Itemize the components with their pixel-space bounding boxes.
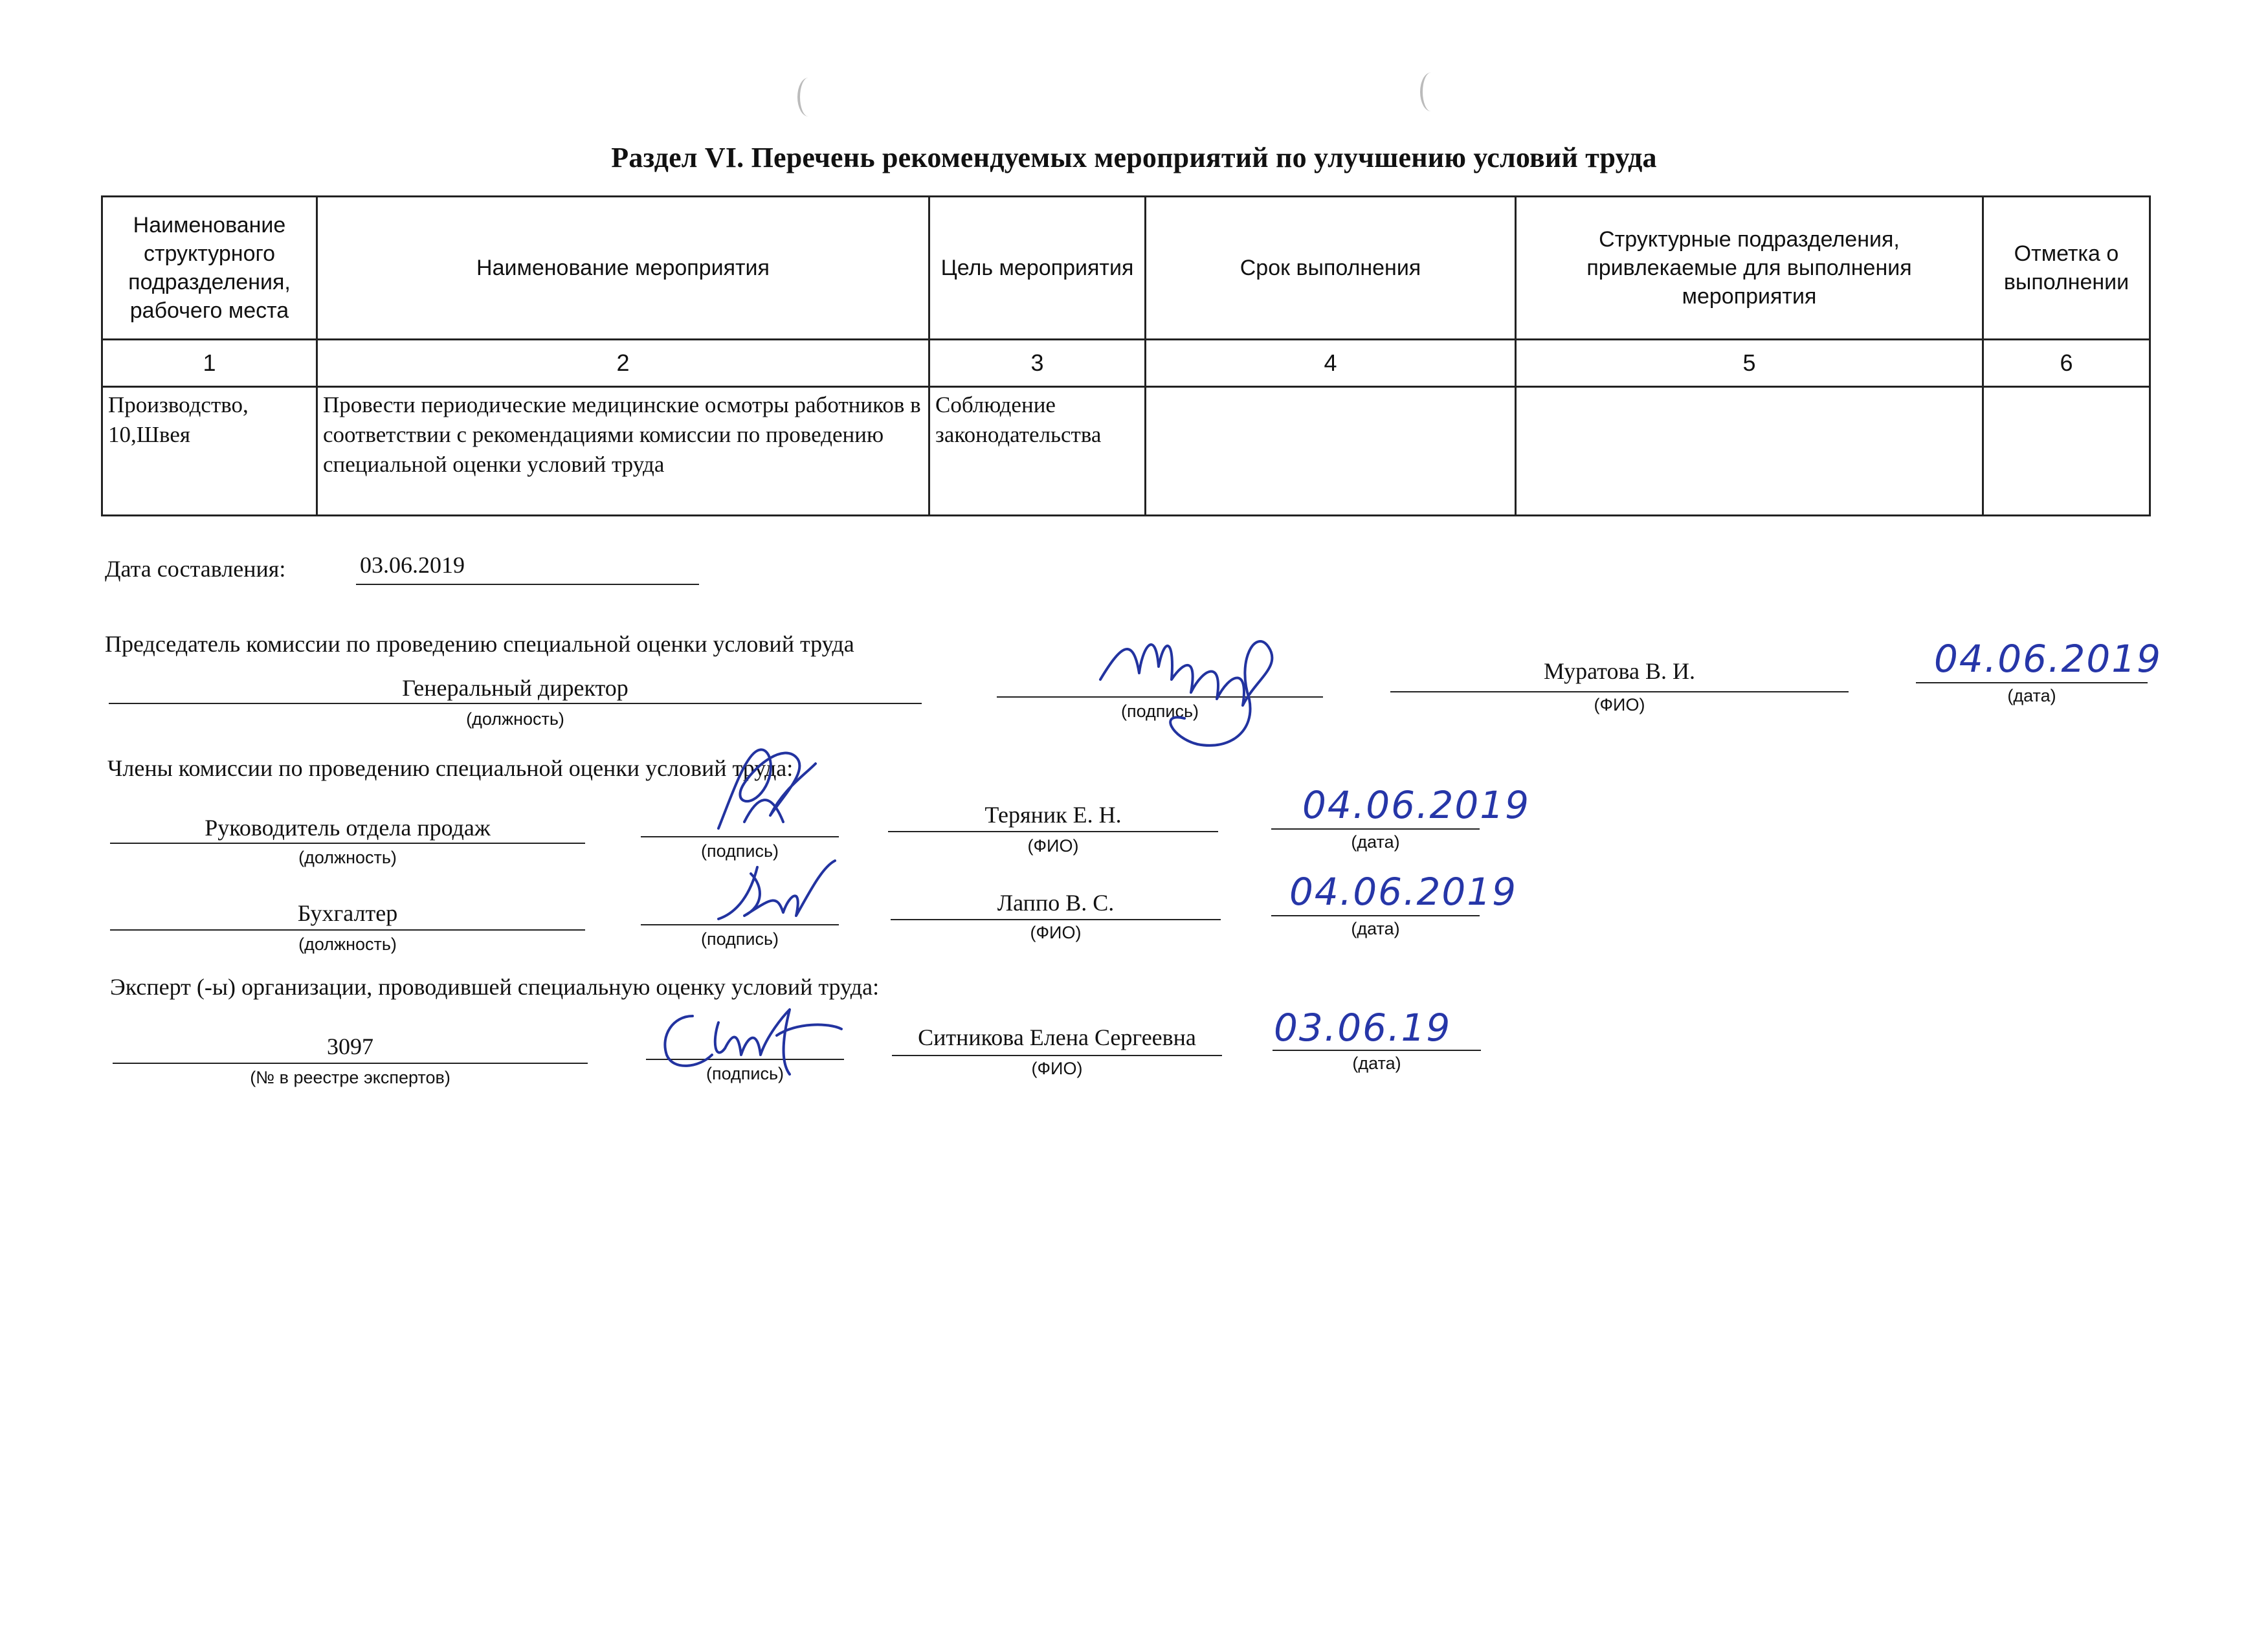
punch-hole-mark — [797, 78, 819, 116]
column-number: 4 — [1146, 340, 1516, 387]
expert-signature — [654, 997, 848, 1081]
header-deadline: Срок выполнения — [1146, 197, 1516, 340]
expert-date-caption: (дата) — [1352, 1054, 1401, 1073]
chairman-name: Муратова В. И. — [1544, 658, 1695, 684]
expert-registry-caption: (№ в реестре экспертов) — [250, 1068, 450, 1087]
member-position: Бухгалтер — [297, 900, 398, 926]
expert-date-line — [1273, 1050, 1481, 1051]
chairman-name-caption: (ФИО) — [1594, 695, 1645, 714]
member-date: 04.06.2019 — [1302, 783, 1531, 827]
measures-table — [101, 195, 2151, 516]
member-name-caption: (ФИО) — [1027, 836, 1079, 856]
column-number: 1 — [102, 340, 317, 387]
member-signature-caption: (подпись) — [700, 841, 779, 861]
column-number: 5 — [1516, 340, 1983, 387]
member-position-caption: (должность) — [298, 934, 397, 954]
column-number: 6 — [1983, 340, 2150, 387]
member-name: Лаппо В. С. — [997, 890, 1115, 916]
member-date-caption: (дата) — [1351, 919, 1400, 938]
header-mark: Отметка о выполнении — [1983, 197, 2150, 340]
chairman-position: Генеральный директор — [402, 675, 628, 701]
chairman-date-line — [1916, 682, 2148, 683]
members-heading: Члены комиссии по проведению специальной оценки условий труда: — [107, 755, 794, 781]
chairman-position-line — [109, 703, 922, 704]
cell-unit: Производство, 10,Швея — [102, 387, 317, 516]
member-date-caption: (дата) — [1351, 832, 1400, 852]
compiled-date-line — [356, 584, 699, 585]
member-signature-caption: (подпись) — [700, 929, 779, 949]
cell-goal: Соблюдение законодательства — [929, 387, 1146, 516]
member-signature — [712, 854, 841, 932]
punch-hole-mark — [1420, 72, 1442, 111]
compiled-date-value: 03.06.2019 — [360, 552, 465, 578]
chairman-position-caption: (должность) — [466, 709, 564, 729]
chairman-heading: Председатель комиссии по проведению специальной оценки условий труда — [105, 631, 854, 657]
expert-name-line — [892, 1055, 1222, 1056]
document-title: Раздел VI. Перечень рекомендуемых мероприятий по улучшению условий труда — [611, 142, 1657, 173]
column-number: 2 — [317, 340, 929, 387]
table-row — [102, 387, 2150, 516]
member-position-caption: (должность) — [298, 848, 397, 867]
expert-name-caption: (ФИО) — [1031, 1059, 1083, 1078]
member-date: 04.06.2019 — [1289, 870, 1518, 914]
header-unit: Наименование структурного подразделения, рабочего места — [102, 197, 317, 340]
compiled-date-label: Дата составления: — [105, 556, 286, 582]
member-position: Руководитель отдела продаж — [205, 815, 491, 841]
member-name-caption: (ФИО) — [1030, 923, 1082, 942]
member-name: Теряник Е. Н. — [984, 802, 1122, 828]
expert-registry-line — [113, 1063, 588, 1064]
expert-name: Ситникова Елена Сергеевна — [918, 1024, 1196, 1050]
member-date-line — [1271, 828, 1480, 830]
header-goal: Цель мероприятия — [929, 197, 1146, 340]
cell-deadline — [1146, 387, 1516, 516]
member-position-line — [110, 929, 585, 931]
chairman-signature — [1094, 621, 1288, 764]
table-number-row — [102, 340, 2150, 387]
chairman-name-line — [1390, 691, 1849, 692]
expert-heading: Эксперт (-ы) организации, проводившей специальную оценку условий труда: — [110, 974, 880, 1000]
column-number: 3 — [929, 340, 1146, 387]
cell-measure: Провести периодические медицинские осмотры работников в соответствии с рекомендациями комиссии по проведению специальной оценки условий труда — [317, 387, 929, 516]
header-departments: Структурные подразделения, привлекаемые для выполнения мероприятия — [1516, 197, 1983, 340]
cell-departments — [1516, 387, 1983, 516]
cell-mark — [1983, 387, 2150, 516]
member-signature — [706, 731, 835, 848]
chairman-date: 04.06.2019 — [1934, 637, 2162, 681]
member-name-line — [891, 919, 1221, 920]
chairman-date-caption: (дата) — [2007, 686, 2056, 705]
expert-registry-number: 3097 — [327, 1034, 373, 1059]
header-measure: Наименование мероприятия — [317, 197, 929, 340]
member-date-line — [1271, 915, 1480, 916]
member-position-line — [110, 843, 585, 844]
expert-signature-caption: (подпись) — [706, 1064, 784, 1083]
expert-date: 03.06.19 — [1274, 1006, 1452, 1050]
table-header-row — [102, 197, 2150, 340]
member-name-line — [888, 831, 1218, 832]
chairman-signature-caption: (подпись) — [1120, 702, 1199, 721]
